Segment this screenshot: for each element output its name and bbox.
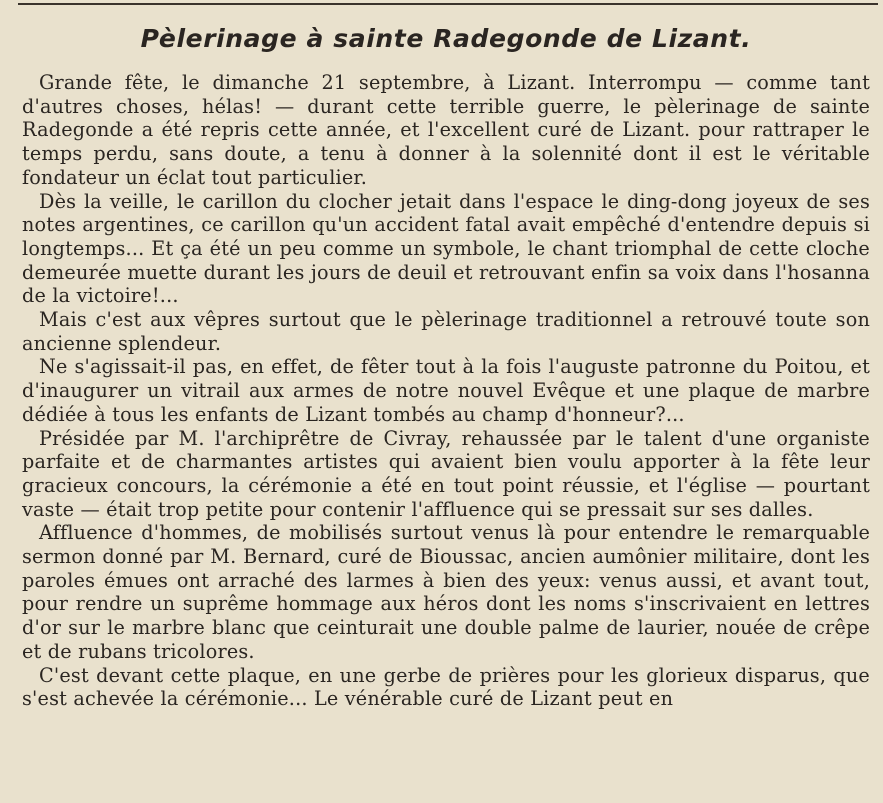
paragraph-5: Présidée par M. l'archiprêtre de Civray, rehaussée par le talent d'une organiste parfaite et de charmantes artistes qui avaient bien voulu apporter à la fête leur gracieux concours, la cérémonie a été en tout point réussie, et l'église — pourtant vaste — était trop petite pour contenir l'affluence qui se pressait sur ses dalles.: [22, 426, 870, 521]
article-body: [22, 71, 870, 711]
article: [22, 18, 870, 711]
paragraph-4: Ne s'agissait-il pas, en effet, de fêter tout à la fois l'auguste patronne du Poitou, et d'inaugurer un vitrail aux armes de notre nouvel Evêque et une plaque de marbre dédiée à tous les enfants de Lizant tombés au champ d'honneur?...: [22, 355, 870, 426]
article-title: Pèlerinage à sainte Radegonde de Lizant.: [140, 24, 752, 53]
paragraph-1: Grande fête, le dimanche 21 septembre, à Lizant. Interrompu — comme tant d'autres choses, hélas! — durant cette terrible guerre, le pèlerinage de sainte Radegonde a été repris cette année, et l'excellent curé de Lizant. pour rattraper le temps perdu, sans doute, a tenu à donner à la solennité dont il est le véritable fondateur un éclat tout particulier.: [22, 71, 870, 189]
paragraph-6: Affluence d'hommes, de mobilisés surtout venus là pour entendre le remarquable sermon donné par M. Bernard, curé de Bioussac, ancien aumônier militaire, dont les paroles émues ont arraché des larmes à bien des yeux: venus aussi, et avant tout, pour rendre un suprême hommage aux héros dont les noms s'inscrivaient en lettres d'or sur le marbre blanc que ceinturait une double palme de laurier, nouée de crêpe et de rubans tricolores.: [22, 521, 870, 663]
paragraph-7: C'est devant cette plaque, en une gerbe de prières pour les glorieux disparus, que s'est achevée la cérémonie... Le vénérable curé de Lizant peut en: [22, 663, 870, 711]
paragraph-3: Mais c'est aux vêpres surtout que le pèlerinage traditionnel a retrouvé toute son ancienne splendeur.: [22, 308, 870, 355]
top-rule: [18, 3, 878, 5]
paragraph-2: Dès la veille, le carillon du clocher jetait dans l'espace le ding-dong joyeux de ses notes argentines, ce carillon qu'un accident fatal avait empêché d'entendre depuis si longtemps... Et ça été un peu comme un symbole, le chant triomphal de cette cloche demeurée muette durant les jours de deuil et retrouvant enfin sa voix dans l'hosanna de la victoire!...: [22, 189, 870, 308]
